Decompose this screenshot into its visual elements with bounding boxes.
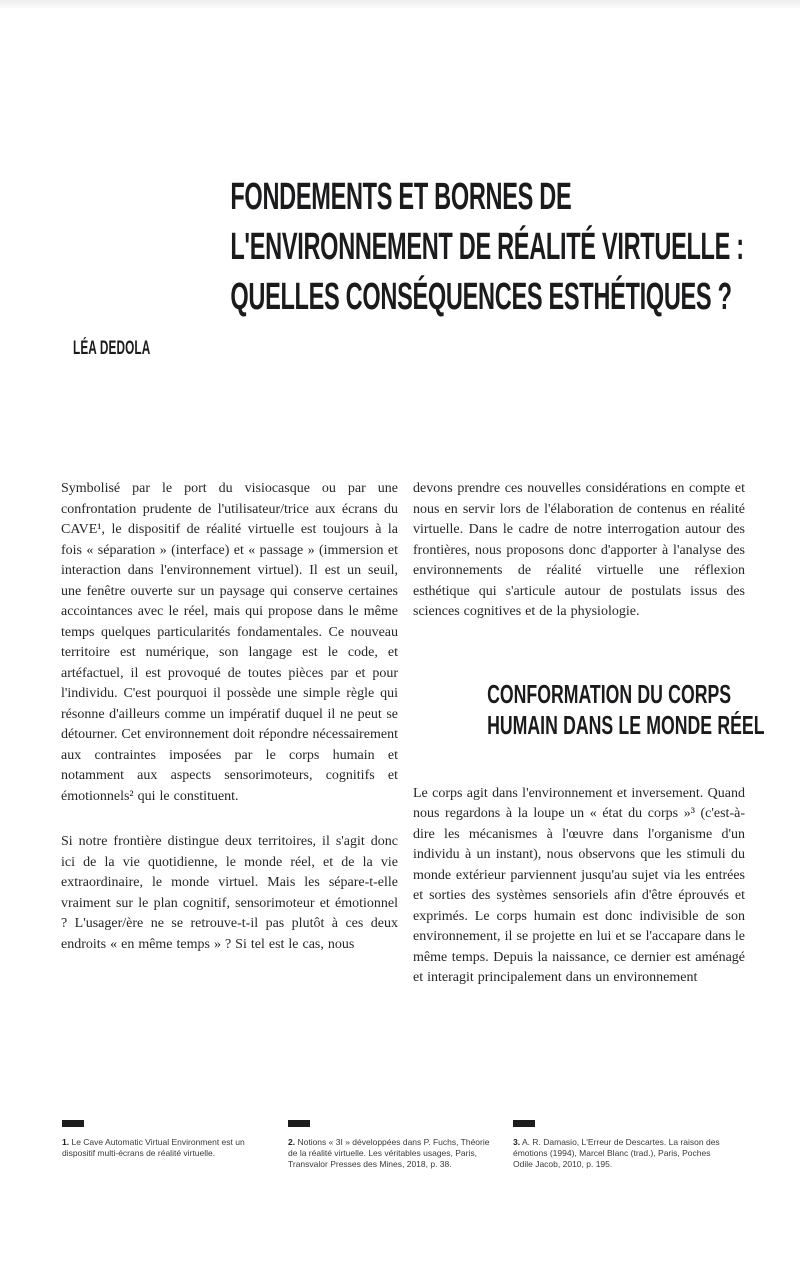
text-column-left <box>61 479 398 955</box>
footnote-text: A. R. Damasio, L'Erreur de Descartes. La raison des émotions (1994), Marcel Blanc (trad.), Paris, Poches Odile Jacob, 2010, p. 195. <box>513 1137 720 1169</box>
footnote-text: Notions « 3I » développées dans P. Fuchs, Théorie de la réalité virtuelle. Les véritables usages, Paris, Transvalor Presses des Mines, 2018, p. 38. <box>288 1137 490 1169</box>
footnote-number: 1. <box>62 1137 70 1147</box>
section-heading-line: HUMAIN DANS LE MONDE RÉEL <box>487 709 765 740</box>
paragraph: Si notre frontière distingue deux territoires, il s'agit donc ici de la vie quotidienne, le monde réel, et de la vie extraordinaire, le monde virtuel. Mais les sépare-t-elle vraiment sur le plan cognitif, sensorimoteur et émotionnel ? L'usager/ère ne se retrouve-t-il pas plutôt à ces deux endroits « en même temps » ? Si tel est le cas, nous <box>61 834 398 952</box>
paragraph: devons prendre ces nouvelles considérations en compte et nous en servir lors de l'élaboration de contenus en réalité virtuelle. Dans le cadre de notre interrogation autour des frontières, nous proposons donc d'apporter à l'analyse des environnements de réalité virtuelle une réflexion esthétique qui s'articule autour de postulats issus des sciences cognitives et de la physiologie. <box>413 481 745 619</box>
footnote-number: 2. <box>288 1137 296 1147</box>
footnote-rule <box>513 1120 535 1127</box>
section-heading-line: CONFORMATION DU CORPS <box>487 678 732 709</box>
article-title-line: L'ENVIRONNEMENT DE RÉALITÉ VIRTUELLE : <box>230 226 744 268</box>
footnote-rule <box>288 1120 310 1127</box>
text-column-right <box>413 479 765 989</box>
paragraph: Symbolisé par le port du visiocasque ou par une confrontation prudente de l'utilisateur/trice aux écrans du CAVE¹, le dispositif de réalité virtuelle est toujours à la fois « séparation » (interface) et « passage » (immersion et interaction dans l'environnement virtuel). Il est un seuil, une fenêtre ouverte sur un paysage qui conserve certaines accointances avec le réel, mais qui propose dans le même temps quelques particularités fondamentales. Ce nouveau territoire est numérique, son langage est le code, et artéfactuel, il est provoqué de toutes pièces par et pour l'individu. C'est pourquoi il possède une simple règle qui résonne d'ailleurs comme un impératif duquel il ne peut se détourner. Cet environnement doit répondre nécessairement aux contraintes imposées par le corps humain et notamment aux aspects sensorimoteurs, cognitifs et émotionnels² qui le constituent. <box>61 481 398 804</box>
article-title-line: QUELLES CONSÉQUENCES ESTHÉTIQUES ? <box>230 276 732 318</box>
author-name: LÉA DEDOLA <box>73 338 151 359</box>
article-title-line: FONDEMENTS ET BORNES DE <box>230 176 572 218</box>
paragraph: Le corps agit dans l'environnement et inversement. Quand nous regardons à la loupe un « état du corps »³ (c'est-à-dire les mécanismes à l'œuvre dans l'organisme d'un individu à un instant), nous observons que les stimuli du monde extérieur parviennent jusqu'au sujet via les entrées et sorties des systèmes sensoriels afin d'être éprouvés et exprimés. Le corps humain est donc indivisible de son environnement, il se projette en lui et se l'accapare dans le même temps. Depuis la naissance, ce dernier est aménagé et interagit principalement dans un environnement <box>413 785 745 985</box>
footnote <box>513 1120 728 1170</box>
footnote-rule <box>62 1120 84 1127</box>
footnote <box>288 1120 493 1170</box>
article-title <box>73 172 800 322</box>
page-top-edge <box>0 0 800 8</box>
footnote-text: Le Cave Automatic Virtual Environment est un dispositif multi-écrans de réalité virtuelle. <box>62 1137 245 1158</box>
footnote-number: 3. <box>513 1137 521 1147</box>
section-heading <box>438 678 765 741</box>
footnote <box>62 1120 267 1159</box>
